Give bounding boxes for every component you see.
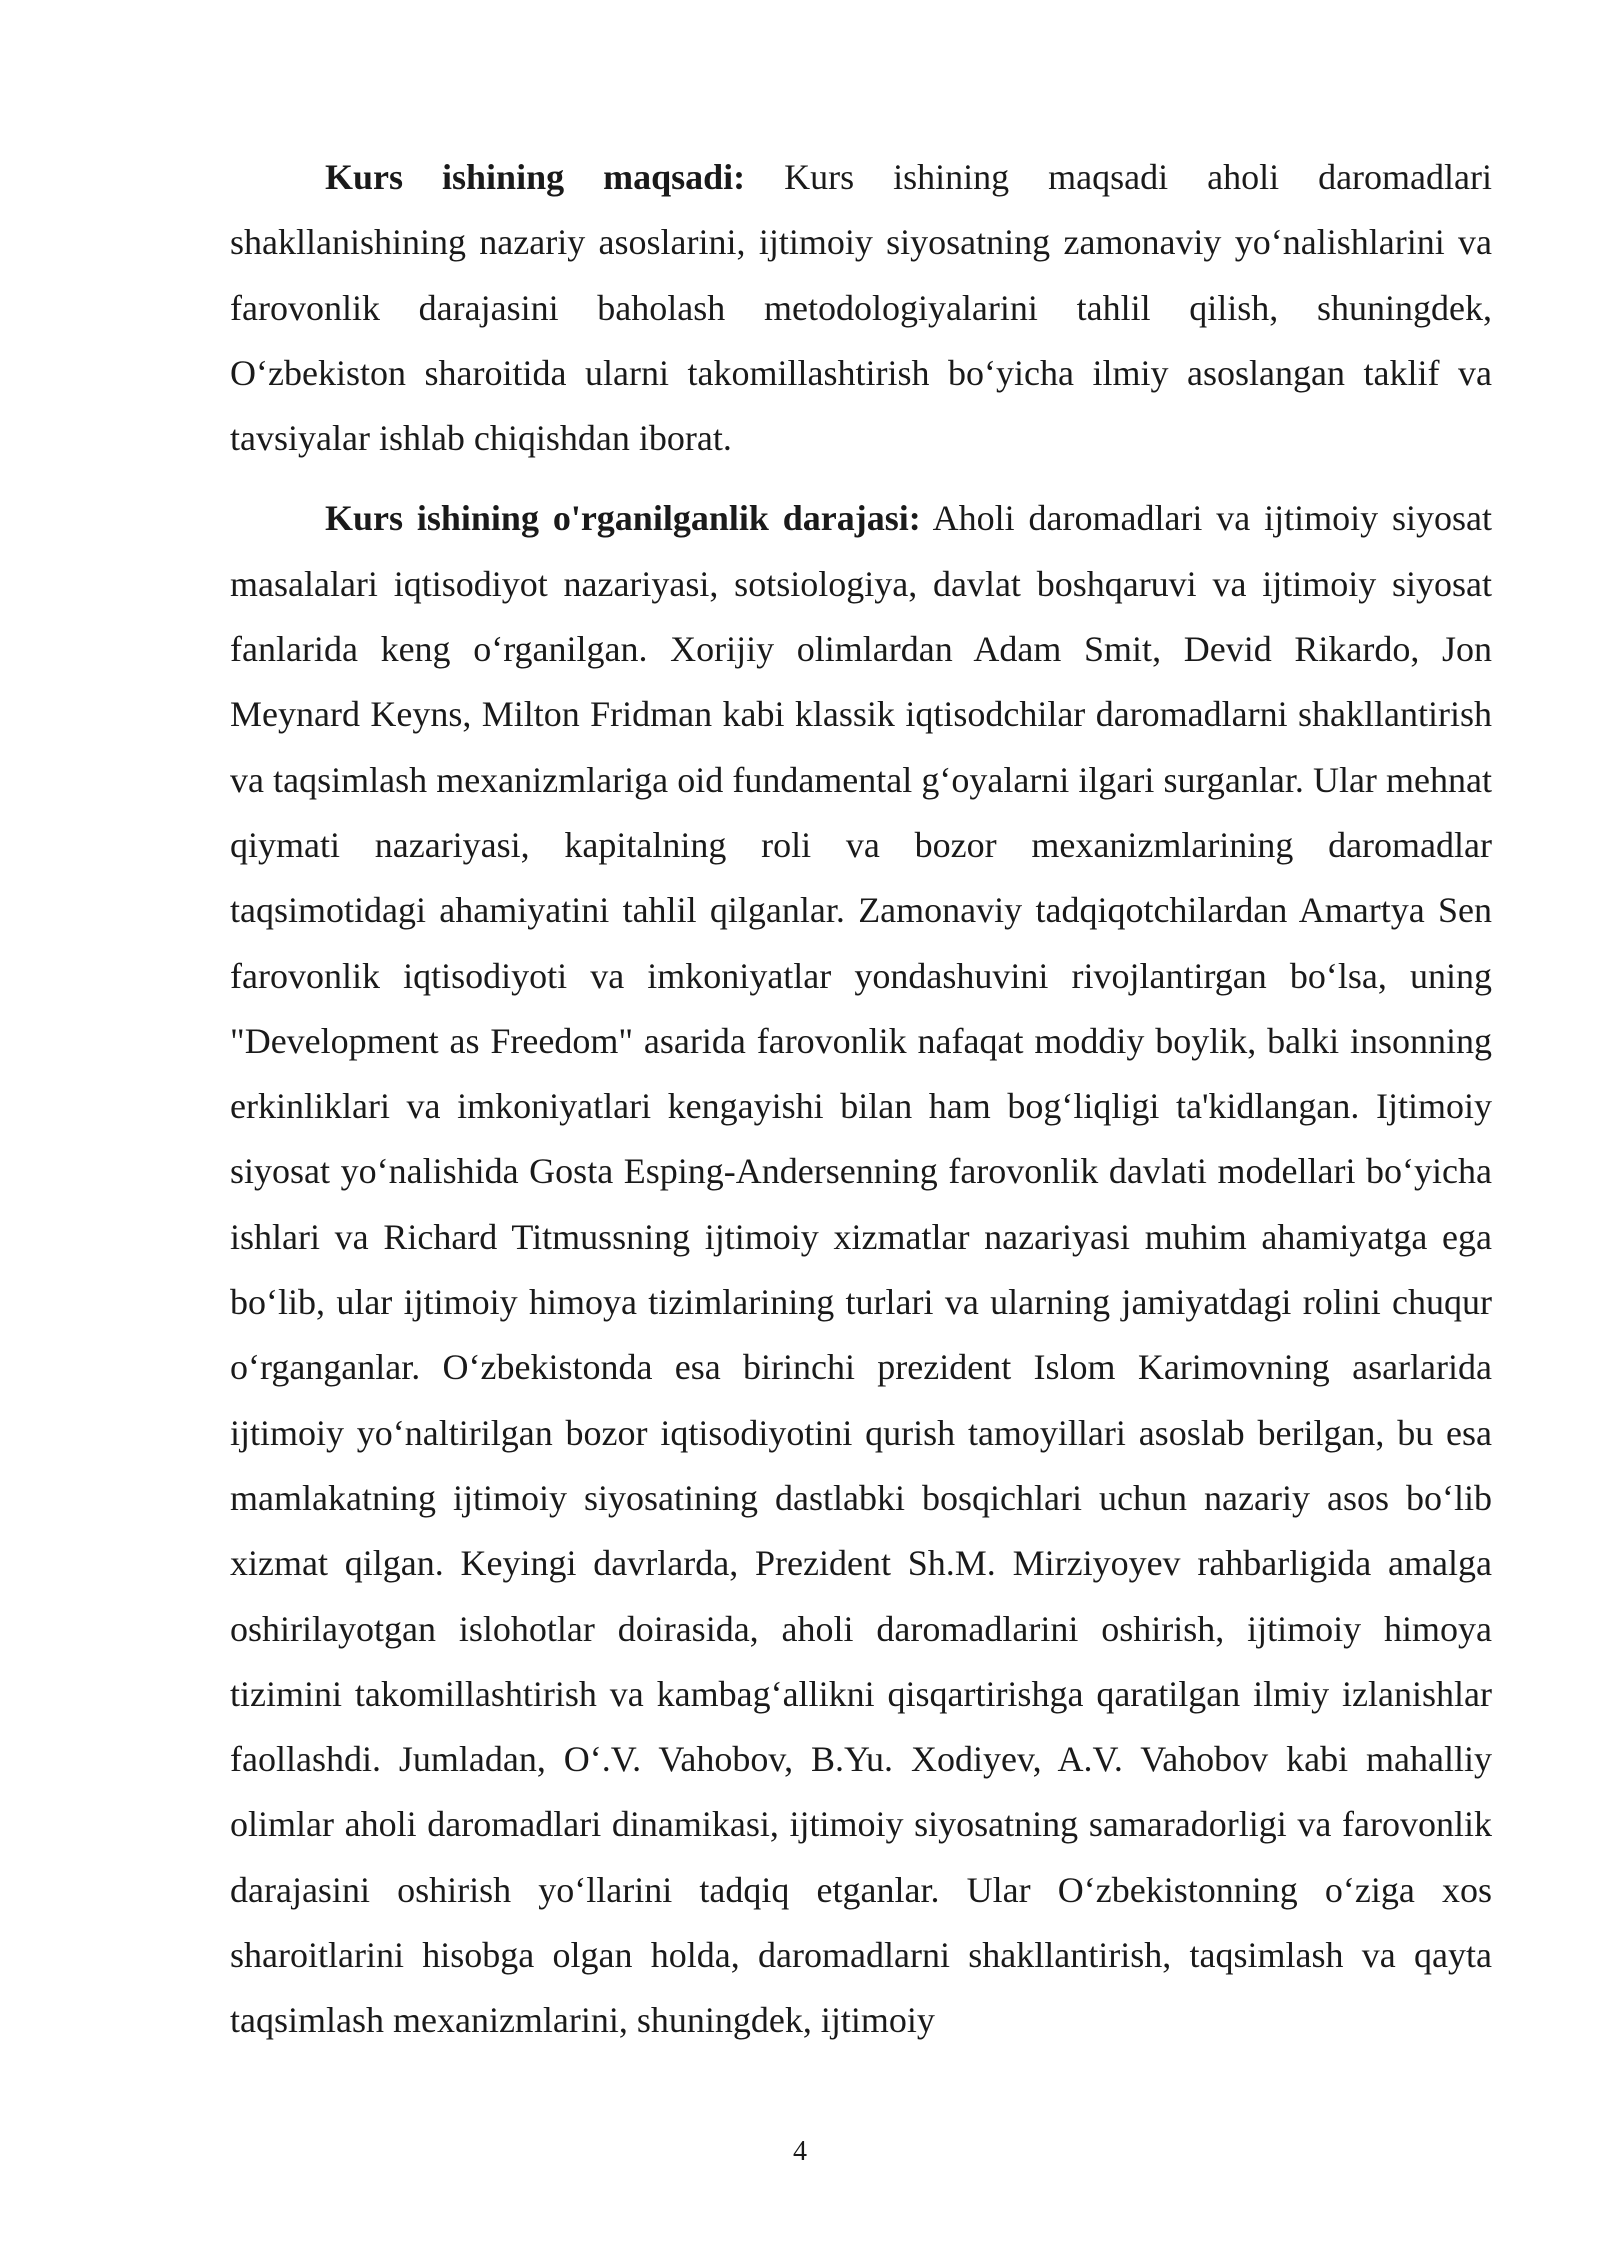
paragraph-study-level: [230, 486, 1492, 2053]
paragraph-lead: Kurs ishining o'rganilganlik darajasi:: [325, 498, 921, 539]
paragraph-text: Aholi daromadlari va ijtimoiy siyosat masalalari iqtisodiyot nazariyasi, sotsiologiya, davlat boshqaruvi va ijtimoiy siyosat fanlarida keng o‘rganilgan. Xorijiy olimlardan Adam Smit, Devid Rikardo, Jon Meynard Keyns, Milton Fridman kabi klassik iqtisodchilar daromadlarni shakllantirish va taqsimlash mexanizmlariga oid fundamental g‘oyalarni ilgari surganlar. Ular mehnat qiymati nazariyasi, kapitalning roli va bozor mexanizmlarining daromadlar taqsimotidagi ahamiyatini tahlil qilganlar. Zamonaviy tadqiqotchilardan Amartya Sen farovonlik iqtisodiyoti va imkoniyatlar yondashuvini rivojlantirgan bo‘lsa, uning "Development as Freedom" asarida farovonlik nafaqat moddiy boylik, balki insonning erkinliklari va imkoniyatlari kengayishi bilan ham bog‘liqligi ta'kidlangan. Ijtimoiy siyosat yo‘nalishida Gosta Esping-Andersenning farovonlik davlati modellari bo‘yicha ishlari va Richard Titmussning ijtimoiy xizmatlar nazariyasi muhim ahamiyatga ega bo‘lib, ular ijtimoiy himoya tizimlarining turlari va ularning jamiyatdagi rolini chuqur o‘rganganlar. O‘zbekistonda esa birinchi prezident Islom Karimovning asarlarida ijtimoiy yo‘naltirilgan bozor iqtisodiyotini qurish tamoyillari asoslab berilgan, bu esa mamlakatning ijtimoiy siyosatining dastlabki bosqichlari uchun nazariy asos bo‘lib xizmat qilgan. Keyingi davrlarda, Prezident Sh.M. Mirziyoyev rahbarligida amalga oshirilayotgan islohotlar doirasida, aholi daromadlarini oshirish, ijtimoiy himoya tizimini takomillashtirish va kambag‘allikni qisqartirishga qaratilgan ilmiy izlanishlar faollashdi. Jumladan, O‘.V. Vahobov, B.Yu. Xodiyev, A.V. Vahobov kabi mahalliy olimlar aholi daromadlari dinamikasi, ijtimoiy siyosatning samaradorligi va farovonlik darajasini oshirish yo‘llarini tadqiq etganlar. Ular O‘zbekistonning o‘ziga xos sharoitlarini hisobga olgan holda, daromadlarni shakllantirish, taqsimlash va qayta taqsimlash mexanizmlarini, shuningdek, ijtimoiy: [230, 498, 1492, 2041]
document-body: [230, 145, 1492, 2054]
paragraph-lead: Kurs ishining maqsadi:: [325, 157, 746, 197]
page-number: 4: [793, 2136, 807, 2167]
paragraph-text: Kurs ishining maqsadi aholi daromadlari shakllanishining nazariy asoslarini, ijtimoiy siyosatning zamonaviy yo‘nalishlarini va farovonlik darajasini baholash metodologiyalarini tahlil qilish, shuningdek, O‘zbekiston sharoitida ularni takomillashtirish bo‘yicha ilmiy asoslangan taklif va tavsiyalar ishlab chiqishdan iborat.: [230, 157, 1492, 459]
paragraph-goal: [230, 145, 1492, 471]
